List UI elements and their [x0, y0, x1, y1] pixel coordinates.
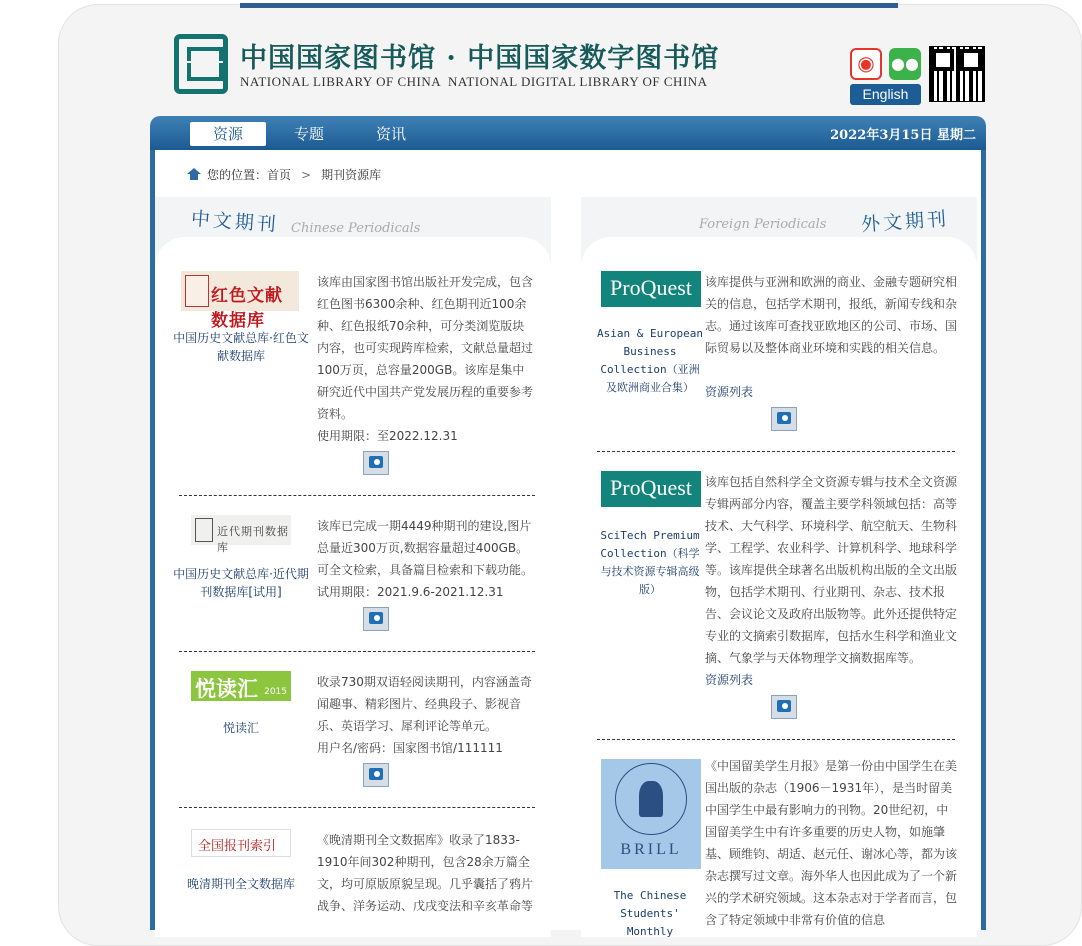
db-name-yueduhui[interactable]: 悦读汇 — [222, 721, 259, 735]
breadcrumb-separator: > — [301, 168, 312, 182]
db-desc-asian-european: 该库提供与亚洲和欧洲的商业、金融专题研究相关的信息，包括学术期刊，报纸，新闻专线和杂志。通过该库可查找亚欧地区的公司、市场、国际贸易以及整体商业环境和实践的相关信息。 — [705, 275, 958, 355]
db-term-red-literature: 使用期限：至2022.12.31 — [317, 429, 458, 443]
tab-topics[interactable]: 专题 — [293, 125, 324, 143]
weibo-icon[interactable]: ◉ — [850, 48, 882, 80]
entry-divider — [179, 807, 535, 808]
db-desc-scitech: 该库包括自然科学全文资源专辑与技术全文资源专辑两部分内容，覆盖主要学科领域包括：高等技术、大气科学、环境科学、航空航天、生物科学、工程学、农业科学、计算机科学、地球科学等。该库提供全球著名出版机构出版的全文出版物，包括学术期刊、行业期刊、杂志、技术报告、会议论文及政府出版物等。此外还提供特定专业的文摘索引数据库，包括水生科学和渔业文摘、气象学与天体物理学文摘数据库等。 — [705, 475, 958, 665]
db-name-scitech[interactable]: SciTech Premium Collection（科学与技术资源专辑高级版） — [600, 529, 700, 596]
db-access-icon[interactable] — [771, 407, 797, 431]
db-desc-late-qing: 《晚清期刊全文数据库》收录了1833-1910年间302种期刊，包含28余万篇全文，均可原版原貌呈现。几乎囊括了鸦片战争、洋务运动、戊戌变法和辛亥革命等 — [317, 833, 534, 913]
site-title-cn: 中国国家图书馆 · 中国国家数字图书馆 — [240, 43, 720, 74]
yueduhui-logo[interactable]: 悦读汇 2015 — [191, 671, 291, 701]
current-date: 2022年3月15日 星期二 — [830, 128, 976, 143]
proquest-logo[interactable]: ProQuest — [601, 471, 701, 507]
chinese-periodicals-panel — [155, 197, 551, 937]
nlc-logo-icon[interactable] — [174, 34, 228, 94]
home-icon[interactable] — [187, 168, 201, 180]
entry-divider — [179, 495, 535, 496]
breadcrumb-current: 期刊资源库 — [321, 168, 382, 182]
db-term-modern-periodicals: 试用期限：2021.9.6-2021.12.31 — [317, 585, 504, 599]
site-header — [150, 28, 986, 114]
db-desc-red-literature: 该库由国家图书馆出版社开发完成，包含红色图书6300余种、红色期刊近100余种、红色报纸70余种，可分类浏览版块内容，也可实现跨库检索，文献总量超过100万页，总容量200GB。该库是集中研究近代中国共产党发展历程的重要参考资料。 — [317, 275, 534, 421]
red-literature-logo[interactable]: 红色文献数据库 — [181, 271, 299, 311]
national-index-logo[interactable]: 全国报刊索引 — [191, 829, 291, 857]
db-access-icon[interactable] — [363, 763, 389, 787]
db-desc-chinese-students-monthly: 《中国留美学生月报》是第一份由中国学生在美国出版的杂志（1906－1931年），是当时留美中国学生中最有影响力的刊物。20世纪初，中国留美学生中有许多重要的历史人物，如施肇基、顾维钧、胡适、赵元任、谢冰心等，都为该杂志撰写过文章。海外华人也因此成为了一个新兴的学术研究领域。这本杂志对于学者而言，包含了特定领域中非常有价值的信息 — [705, 759, 958, 927]
breadcrumb-home-link[interactable]: 首页 — [267, 168, 292, 182]
resource-list-link[interactable]: 资源列表 — [705, 673, 754, 687]
entry-divider — [597, 451, 955, 452]
qr-code-icon — [929, 46, 985, 102]
resource-list-link[interactable]: 资源列表 — [705, 385, 754, 399]
main-nav — [150, 116, 986, 150]
english-button[interactable]: English — [850, 84, 921, 105]
db-name-asian-european[interactable]: Asian & European Business Collection（亚洲及欧洲商业合集） — [597, 327, 703, 394]
db-name-red-literature[interactable]: 中国历史文献总库·红色文献数据库 — [173, 331, 309, 363]
db-name-modern-periodicals[interactable]: 中国历史文献总库·近代期刊数据库[试用] — [173, 567, 309, 599]
db-desc-yueduhui: 收录730期双语轻阅读期刊，内容涵盖奇闻趣事、精彩图片、经典段子、影视音乐、英语学习、犀利评论等单元。 — [317, 675, 532, 733]
foreign-periodicals-list — [581, 237, 977, 937]
proquest-logo[interactable]: ProQuest — [601, 271, 701, 307]
top-strip — [240, 3, 898, 8]
chinese-periodicals-heading: 中文期刊 — [190, 207, 280, 237]
chinese-periodicals-list — [155, 237, 551, 937]
foreign-periodicals-heading: 外文期刊 — [860, 207, 950, 237]
tab-news[interactable]: 资讯 — [375, 125, 406, 143]
breadcrumb — [187, 166, 381, 183]
db-desc-modern-periodicals: 该库已完成一期4449种期刊的建设,图片总量近300万页,数据容量超过400GB。可全文检索，具备篇目检索和下载功能。 — [317, 519, 534, 577]
entry-divider — [597, 739, 955, 740]
content-area — [150, 150, 986, 938]
modern-periodicals-logo[interactable]: 近代期刊数据库 — [191, 515, 291, 545]
db-access-icon[interactable] — [363, 607, 389, 631]
foreign-periodicals-heading-en: Foreign Periodicals — [699, 217, 827, 232]
db-access-icon[interactable] — [771, 695, 797, 719]
entry-divider — [179, 651, 535, 652]
tab-resources[interactable]: 资源 — [190, 122, 266, 146]
chinese-periodicals-heading-en: Chinese Periodicals — [291, 221, 421, 236]
site-title-en-1: NATIONAL LIBRARY OF CHINA — [240, 74, 442, 89]
db-name-late-qing[interactable]: 晚清期刊全文数据库 — [186, 877, 295, 891]
breadcrumb-prefix: 您的位置： — [207, 168, 268, 182]
wechat-icon[interactable]: ●● — [889, 48, 921, 80]
db-access-icon[interactable] — [363, 451, 389, 475]
db-credentials-yueduhui: 用户名/密码：国家图书馆/111111 — [317, 741, 503, 755]
db-name-chinese-students-monthly[interactable]: The Chinese Students' Monthly — [613, 889, 687, 938]
foreign-periodicals-panel — [581, 197, 977, 937]
brill-logo[interactable]: BRILL — [601, 759, 701, 869]
site-title-en-2: NATIONAL DIGITAL LIBRARY OF CHINA — [448, 74, 708, 89]
